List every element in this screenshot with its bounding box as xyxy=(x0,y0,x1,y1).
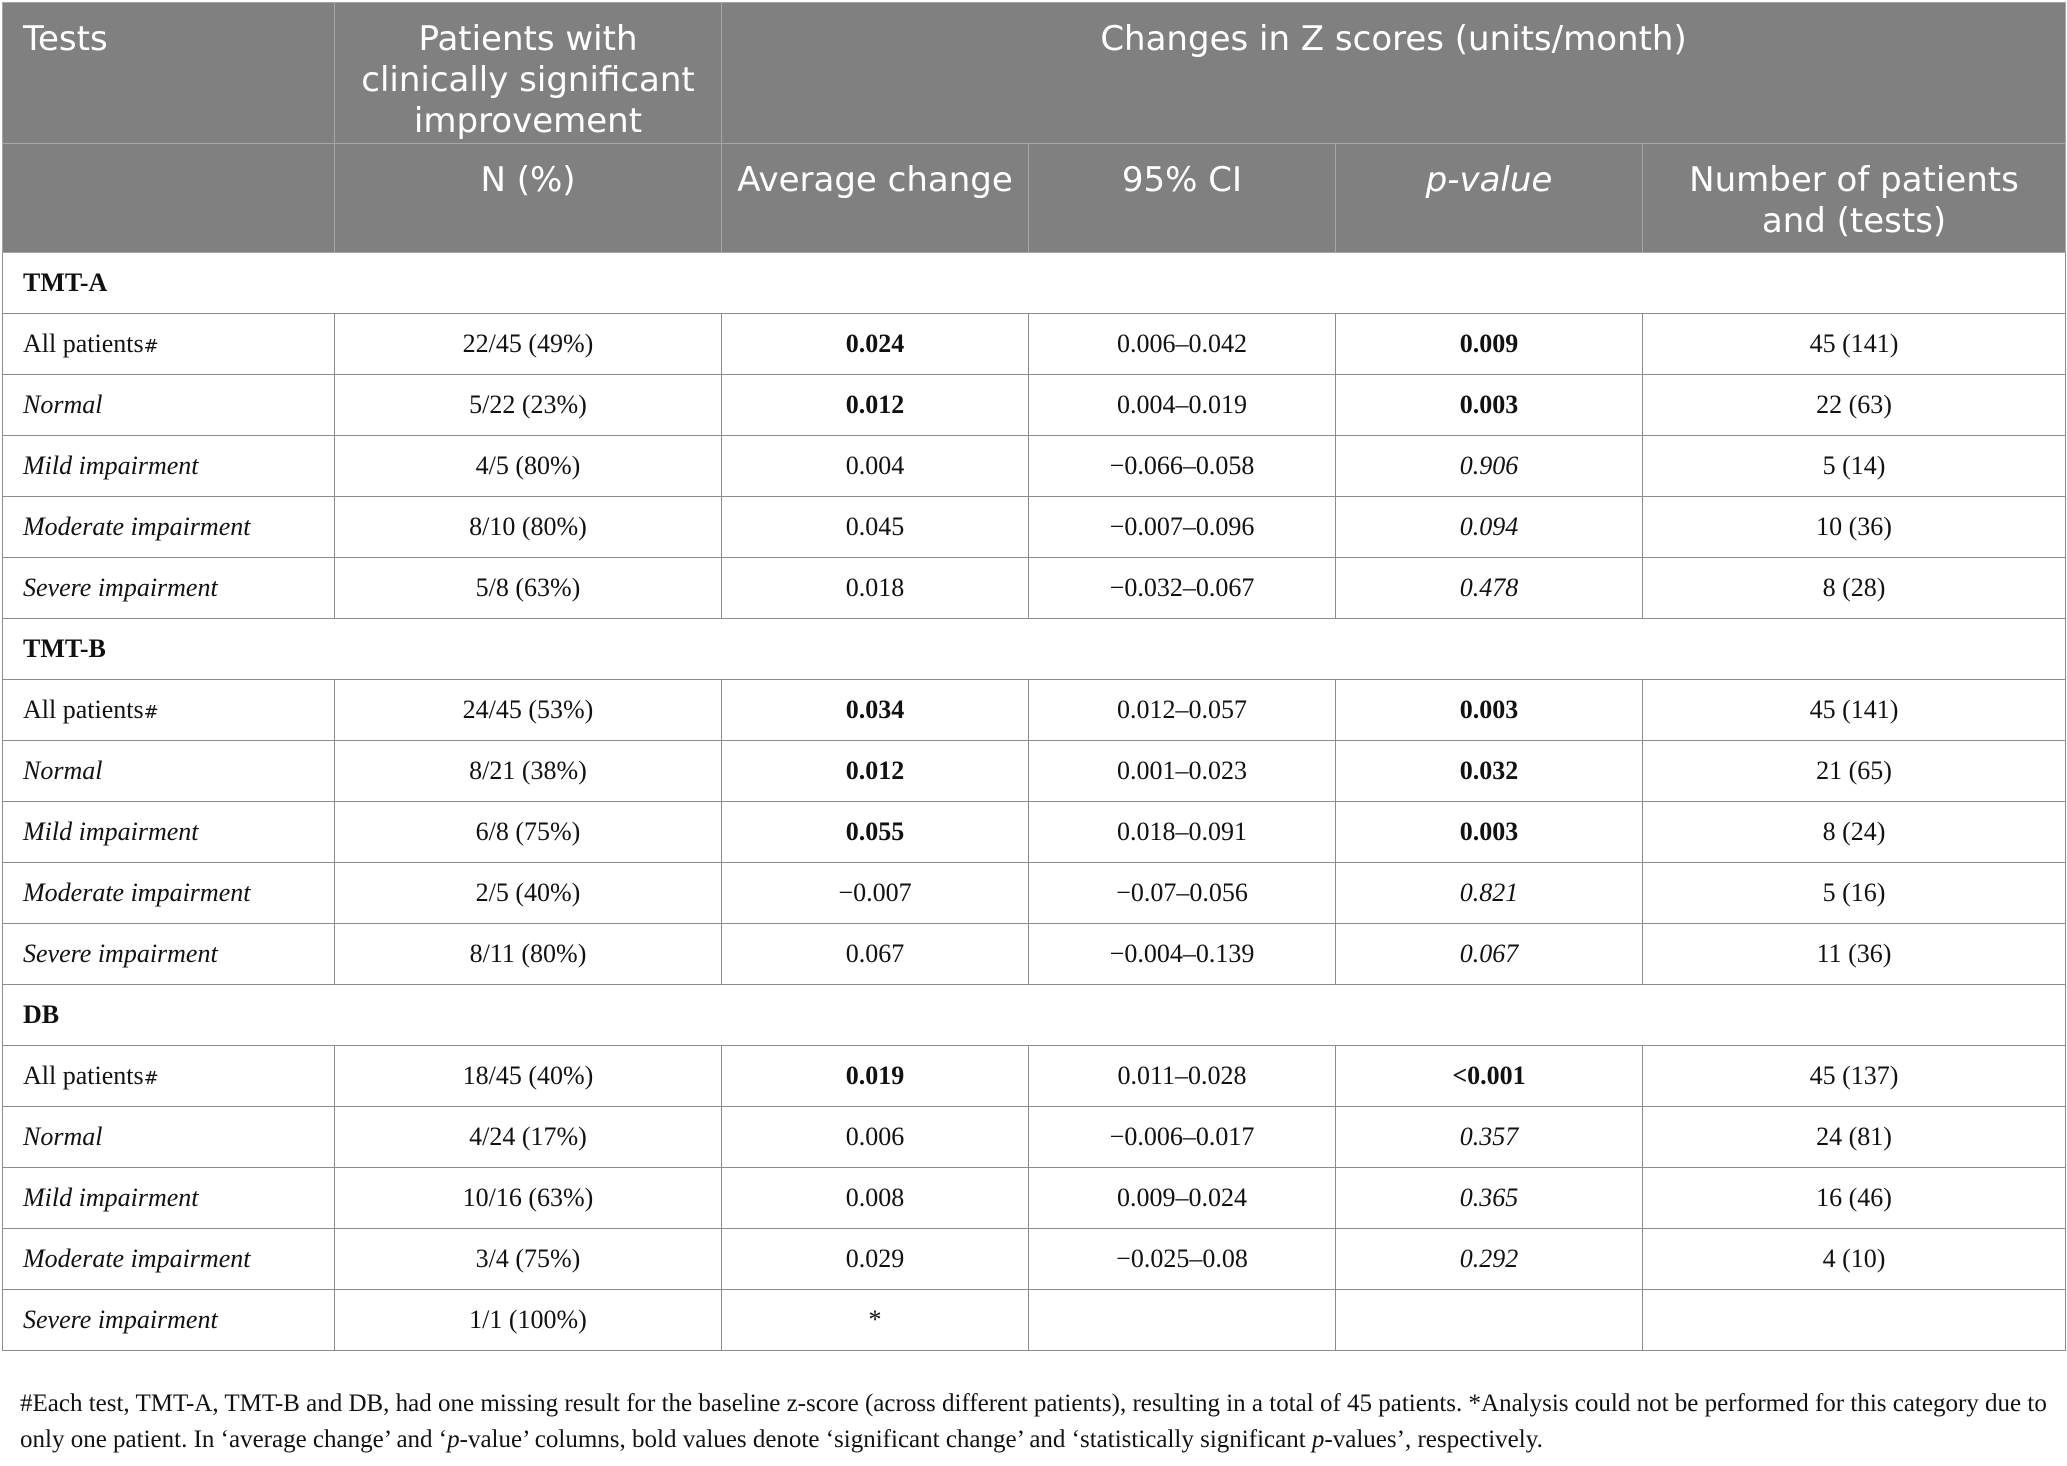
ci-cell: −0.007–0.096 xyxy=(1029,497,1336,558)
table-row xyxy=(3,741,2066,802)
num-patients-cell: 5 (16) xyxy=(1643,863,2066,924)
ci-cell: 0.012–0.057 xyxy=(1029,680,1336,741)
table-row xyxy=(3,1168,2066,1229)
section-title: DB xyxy=(3,985,2066,1046)
pvalue-cell: 0.292 xyxy=(1336,1229,1643,1290)
pvalue-cell: 0.009 xyxy=(1336,314,1643,375)
num-patients-cell: 45 (141) xyxy=(1643,680,2066,741)
ci-cell: −0.006–0.017 xyxy=(1029,1107,1336,1168)
avg-change-cell: 0.012 xyxy=(722,741,1029,802)
num-patients-cell: 16 (46) xyxy=(1643,1168,2066,1229)
avg-change-cell: 0.067 xyxy=(722,924,1029,985)
ci-cell: 0.004–0.019 xyxy=(1029,375,1336,436)
table-body xyxy=(3,253,2066,1351)
header-patients-improvement: Patients with clinically significant improvement xyxy=(335,3,722,144)
n-pct-cell: 22/45 (49%) xyxy=(335,314,722,375)
n-pct-cell: 2/5 (40%) xyxy=(335,863,722,924)
row-label: Normal xyxy=(3,1107,335,1168)
row-label: Mild impairment xyxy=(3,802,335,863)
footnote-mark: # xyxy=(143,702,159,723)
pvalue-cell: 0.906 xyxy=(1336,436,1643,497)
row-label: Normal xyxy=(3,741,335,802)
header-empty xyxy=(3,144,335,253)
header-n-pct: N (%) xyxy=(335,144,722,253)
row-label: Moderate impairment xyxy=(3,497,335,558)
table-row xyxy=(3,802,2066,863)
num-patients-cell: 22 (63) xyxy=(1643,375,2066,436)
avg-change-cell: 0.029 xyxy=(722,1229,1029,1290)
avg-change-cell: 0.012 xyxy=(722,375,1029,436)
avg-change-cell: 0.024 xyxy=(722,314,1029,375)
table-row xyxy=(3,1290,2066,1351)
num-patients-cell: 45 (141) xyxy=(1643,314,2066,375)
ci-cell: −0.032–0.067 xyxy=(1029,558,1336,619)
row-label: Mild impairment xyxy=(3,436,335,497)
header-tests: Tests xyxy=(3,3,335,144)
num-patients-cell: 21 (65) xyxy=(1643,741,2066,802)
avg-change-cell: 0.008 xyxy=(722,1168,1029,1229)
ci-cell: 0.001–0.023 xyxy=(1029,741,1336,802)
ci-cell: −0.07–0.056 xyxy=(1029,863,1336,924)
header-avg-change: Average change xyxy=(722,144,1029,253)
section-row xyxy=(3,619,2066,680)
footnote: #Each test, TMT-A, TMT-B and DB, had one missing result for the baseline z-score (across different patients), resulting in a total of 45 patients. *Analysis could not be performed for this category due to only one patient. In ‘average change’ and ‘p-value’ columns, bold values denote ‘significant change’ and ‘statistically significant p-values’, respectively. xyxy=(20,1390,2047,1453)
section-row xyxy=(3,253,2066,314)
n-pct-cell: 5/8 (63%) xyxy=(335,558,722,619)
table-row xyxy=(3,1229,2066,1290)
results-table xyxy=(2,2,2066,1351)
row-label: Moderate impairment xyxy=(3,863,335,924)
n-pct-cell: 8/21 (38%) xyxy=(335,741,722,802)
table-row xyxy=(3,558,2066,619)
ci-cell xyxy=(1029,1290,1336,1351)
n-pct-cell: 8/10 (80%) xyxy=(335,497,722,558)
n-pct-cell: 1/1 (100%) xyxy=(335,1290,722,1351)
pvalue-cell xyxy=(1336,1290,1643,1351)
avg-change-cell: 0.034 xyxy=(722,680,1029,741)
header-ci: 95% CI xyxy=(1029,144,1336,253)
header-num-patients: Number of patients and (tests) xyxy=(1643,144,2066,253)
avg-change-cell: −0.007 xyxy=(722,863,1029,924)
ci-cell: 0.011–0.028 xyxy=(1029,1046,1336,1107)
ci-cell: −0.025–0.08 xyxy=(1029,1229,1336,1290)
table-row xyxy=(3,1046,2066,1107)
section-title: TMT-B xyxy=(3,619,2066,680)
pvalue-cell: 0.003 xyxy=(1336,680,1643,741)
pvalue-cell: 0.357 xyxy=(1336,1107,1643,1168)
row-label: Mild impairment xyxy=(3,1168,335,1229)
avg-change-cell: 0.019 xyxy=(722,1046,1029,1107)
table-row xyxy=(3,375,2066,436)
header-changes: Changes in Z scores (units/month) xyxy=(722,3,2066,144)
pvalue-cell: 0.032 xyxy=(1336,741,1643,802)
ci-cell: 0.009–0.024 xyxy=(1029,1168,1336,1229)
row-label: Severe impairment xyxy=(3,558,335,619)
table-row xyxy=(3,436,2066,497)
pvalue-cell: <0.001 xyxy=(1336,1046,1643,1107)
ci-cell: −0.066–0.058 xyxy=(1029,436,1336,497)
n-pct-cell: 24/45 (53%) xyxy=(335,680,722,741)
avg-change-cell: * xyxy=(722,1290,1029,1351)
pvalue-cell: 0.821 xyxy=(1336,863,1643,924)
row-label: All patients# xyxy=(3,314,335,375)
row-label: All patients# xyxy=(3,1046,335,1107)
header-pvalue: p-value xyxy=(1336,144,1643,253)
num-patients-cell: 24 (81) xyxy=(1643,1107,2066,1168)
n-pct-cell: 8/11 (80%) xyxy=(335,924,722,985)
avg-change-cell: 0.006 xyxy=(722,1107,1029,1168)
num-patients-cell: 8 (24) xyxy=(1643,802,2066,863)
row-label: Severe impairment xyxy=(3,1290,335,1351)
pvalue-cell: 0.094 xyxy=(1336,497,1643,558)
table-row xyxy=(3,863,2066,924)
num-patients-cell xyxy=(1643,1290,2066,1351)
row-label: All patients# xyxy=(3,680,335,741)
ci-cell: 0.018–0.091 xyxy=(1029,802,1336,863)
avg-change-cell: 0.045 xyxy=(722,497,1029,558)
n-pct-cell: 4/5 (80%) xyxy=(335,436,722,497)
num-patients-cell: 10 (36) xyxy=(1643,497,2066,558)
row-label: Moderate impairment xyxy=(3,1229,335,1290)
avg-change-cell: 0.055 xyxy=(722,802,1029,863)
ci-cell: 0.006–0.042 xyxy=(1029,314,1336,375)
pvalue-cell: 0.478 xyxy=(1336,558,1643,619)
row-label: Normal xyxy=(3,375,335,436)
footnote-mark: # xyxy=(143,336,159,357)
pvalue-cell: 0.067 xyxy=(1336,924,1643,985)
n-pct-cell: 4/24 (17%) xyxy=(335,1107,722,1168)
table-row xyxy=(3,1107,2066,1168)
pvalue-cell: 0.003 xyxy=(1336,375,1643,436)
row-label: Severe impairment xyxy=(3,924,335,985)
n-pct-cell: 10/16 (63%) xyxy=(335,1168,722,1229)
pvalue-cell: 0.003 xyxy=(1336,802,1643,863)
n-pct-cell: 5/22 (23%) xyxy=(335,375,722,436)
table-row xyxy=(3,924,2066,985)
table-row xyxy=(3,314,2066,375)
n-pct-cell: 6/8 (75%) xyxy=(335,802,722,863)
num-patients-cell: 5 (14) xyxy=(1643,436,2066,497)
n-pct-cell: 18/45 (40%) xyxy=(335,1046,722,1107)
table-row xyxy=(3,680,2066,741)
num-patients-cell: 11 (36) xyxy=(1643,924,2066,985)
footnote-mark: # xyxy=(143,1068,159,1089)
section-row xyxy=(3,985,2066,1046)
header-row-2 xyxy=(3,144,2066,253)
pvalue-cell: 0.365 xyxy=(1336,1168,1643,1229)
num-patients-cell: 8 (28) xyxy=(1643,558,2066,619)
header-row-1 xyxy=(3,3,2066,144)
n-pct-cell: 3/4 (75%) xyxy=(335,1229,722,1290)
table-row xyxy=(3,497,2066,558)
avg-change-cell: 0.018 xyxy=(722,558,1029,619)
ci-cell: −0.004–0.139 xyxy=(1029,924,1336,985)
num-patients-cell: 4 (10) xyxy=(1643,1229,2066,1290)
num-patients-cell: 45 (137) xyxy=(1643,1046,2066,1107)
section-title: TMT-A xyxy=(3,253,2066,314)
avg-change-cell: 0.004 xyxy=(722,436,1029,497)
